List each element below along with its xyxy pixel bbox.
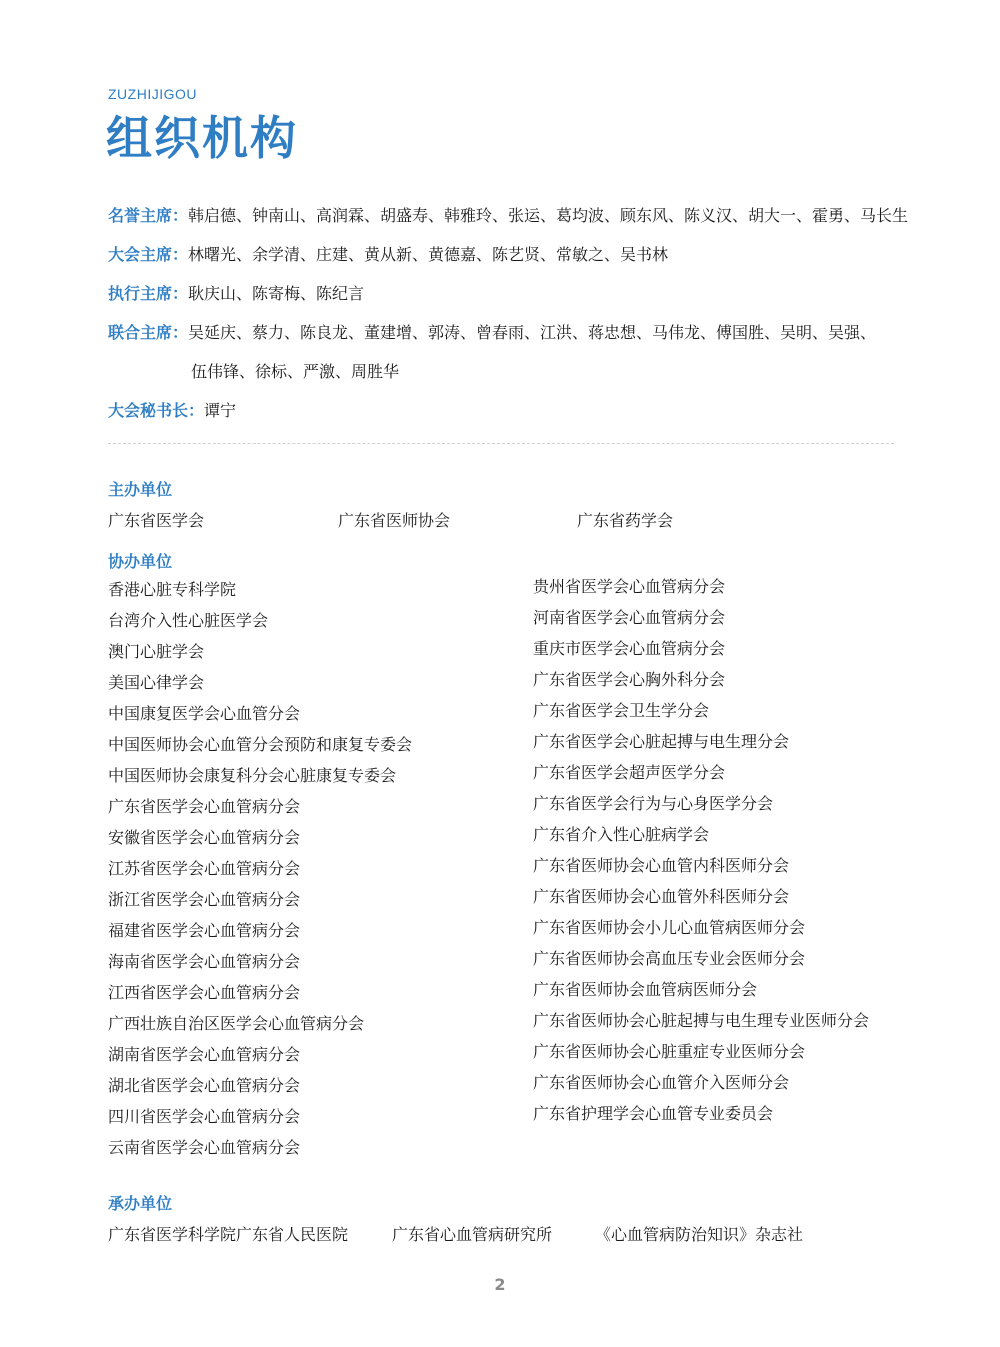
co-organizer-item: 云南省医学会心血管病分会 (108, 1138, 301, 1157)
co-organizer-item: 广东省医学会心脏起搏与电生理分会 (533, 732, 790, 751)
co-organizer-item: 广东省医学会行为与心身医学分会 (533, 794, 774, 813)
co-organizer-item: 江苏省医学会心血管病分会 (108, 859, 301, 878)
co-organizer-item: 湖南省医学会心血管病分会 (108, 1045, 301, 1064)
co-organizer-item: 广西壮族自治区医学会心血管病分会 (108, 1014, 365, 1033)
organizers-heading: 承办单位 (108, 1194, 173, 1213)
role-row-joint-chair (108, 313, 948, 352)
co-organizer-item: 广东省医学会超声医学分会 (533, 763, 726, 782)
host-item: 广东省药学会 (577, 511, 674, 530)
role-names-continued: 伍伟锋、徐标、严激、周胜华 (191, 362, 400, 381)
page-number: 2 (494, 1275, 506, 1294)
role-names: 韩启德、钟南山、高润霖、胡盛寿、韩雅玲、张运、葛均波、顾东风、陈义汉、胡大一、霍勇、马长生 (188, 206, 909, 225)
co-organizer-item: 广东省医师协会心血管外科医师分会 (533, 887, 790, 906)
role-label: 名誉主席： (108, 206, 189, 225)
roles-section (108, 196, 948, 430)
co-organizer-item: 重庆市医学会心血管病分会 (533, 639, 726, 658)
co-organizer-item: 澳门心脏学会 (108, 642, 205, 661)
organizer-item: 广东省心血管病研究所 (392, 1225, 553, 1244)
co-organizer-item: 中国医师协会康复科分会心脏康复专委会 (108, 766, 397, 785)
section-divider (108, 443, 894, 444)
role-names: 耿庆山、陈寄梅、陈纪言 (188, 284, 365, 303)
co-organizer-item: 台湾介入性心脏医学会 (108, 611, 269, 630)
co-organizer-item: 海南省医学会心血管病分会 (108, 952, 301, 971)
co-organizer-item: 四川省医学会心血管病分会 (108, 1107, 301, 1126)
co-organizer-item: 河南省医学会心血管病分会 (533, 608, 726, 627)
role-names: 吴延庆、蔡力、陈良龙、董建增、郭涛、曾春雨、江洪、蒋忠想、马伟龙、傅国胜、吴明、吴强、 (188, 323, 877, 342)
role-row-executive-chair (108, 274, 948, 313)
host-item: 广东省医学会 (108, 511, 205, 530)
role-names: 林曙光、余学清、庄建、黄从新、黄德嘉、陈艺贤、常敏之、吴书林 (188, 245, 669, 264)
co-organizer-item: 广东省医师协会心血管介入医师分会 (533, 1073, 790, 1092)
co-organizer-item: 广东省医学会心胸外科分会 (533, 670, 726, 689)
co-organizer-item: 浙江省医学会心血管病分会 (108, 890, 301, 909)
co-organizer-item: 美国心律学会 (108, 673, 205, 692)
role-label: 联合主席： (108, 323, 189, 342)
role-row-honorary (108, 196, 948, 235)
organizer-item: 广东省医学科学院广东省人民医院 (108, 1225, 349, 1244)
co-organizer-item: 广东省医师协会高血压专业会医师分会 (533, 949, 806, 968)
co-organizer-item: 福建省医学会心血管病分会 (108, 921, 301, 940)
co-organizer-item: 中国医师协会心血管分会预防和康复专委会 (108, 735, 413, 754)
role-label: 大会秘书长： (108, 401, 205, 420)
co-organizer-item: 广东省医师协会心脏起搏与电生理专业医师分会 (533, 1011, 870, 1030)
co-organizer-item: 安徽省医学会心血管病分会 (108, 828, 301, 847)
role-row-joint-chair-continued (108, 352, 948, 391)
co-organizer-item: 广东省医师协会心脏重症专业医师分会 (533, 1042, 806, 1061)
hosts-heading: 主办单位 (108, 480, 173, 499)
role-row-conference-chair (108, 235, 948, 274)
english-subtitle: ZUZHIJIGOU (108, 86, 197, 102)
role-label: 执行主席： (108, 284, 189, 303)
co-organizer-item: 广东省介入性心脏病学会 (533, 825, 710, 844)
co-organizer-item: 湖北省医学会心血管病分会 (108, 1076, 301, 1095)
co-organizer-item: 广东省医师协会心血管内科医师分会 (533, 856, 790, 875)
co-organizer-item: 香港心脏专科学院 (108, 580, 237, 599)
co-organizer-item: 广东省医学会心血管病分会 (108, 797, 301, 816)
co-organizer-item: 广东省医师协会小儿心血管病医师分会 (533, 918, 806, 937)
co-organizer-item: 中国康复医学会心血管分会 (108, 704, 301, 723)
co-organizers-left-list (108, 574, 412, 1163)
role-names: 谭宁 (204, 401, 237, 420)
role-row-secretary-general (108, 391, 948, 430)
page-title: 组织机构 (106, 111, 298, 165)
co-organizer-item: 广东省医师协会血管病医师分会 (533, 980, 758, 999)
co-organizer-item: 广东省医学会卫生学分会 (533, 701, 710, 720)
co-organizers-right-list (533, 571, 869, 1129)
host-item: 广东省医师协会 (338, 511, 451, 530)
co-organizer-item: 江西省医学会心血管病分会 (108, 983, 301, 1002)
organizer-item: 《心血管病防治知识》杂志社 (595, 1225, 804, 1244)
co-organizers-heading: 协办单位 (108, 552, 173, 571)
co-organizer-item: 贵州省医学会心血管病分会 (533, 577, 726, 596)
role-label: 大会主席： (108, 245, 189, 264)
co-organizer-item: 广东省护理学会心血管专业委员会 (533, 1104, 774, 1123)
